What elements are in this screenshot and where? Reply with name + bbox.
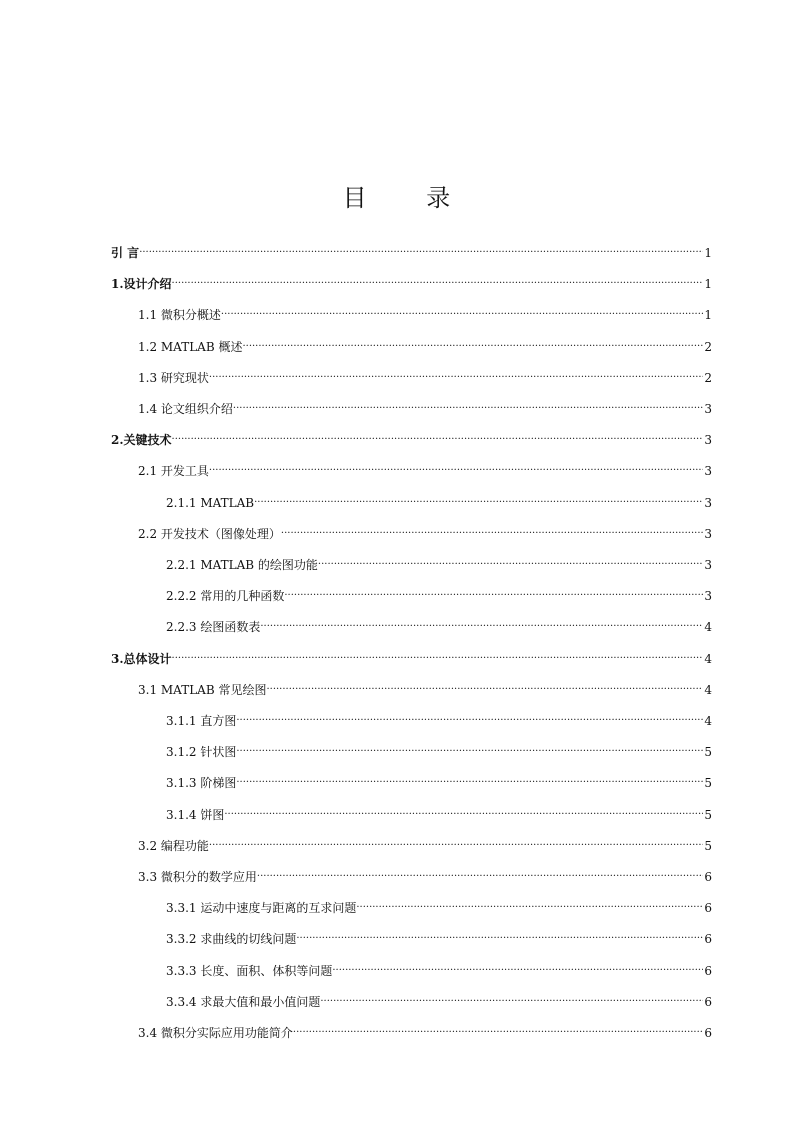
toc-entry-label: 3.2 编程功能	[138, 839, 209, 853]
toc-entry-label: 1.3 研究现状	[138, 371, 209, 385]
toc-entry-page-number: 6	[704, 932, 712, 946]
toc-leader-dots	[172, 433, 704, 447]
toc-entry[interactable]	[111, 646, 712, 666]
toc-entry-page-number: 6	[704, 870, 712, 884]
toc-entry-label: 3.3 微积分的数学应用	[138, 870, 257, 884]
toc-entry-page-number: 4	[704, 620, 712, 634]
toc-entry-page-number: 5	[704, 839, 712, 853]
toc-entry-label: 1.2 MATLAB 概述	[138, 340, 243, 354]
toc-leader-dots	[242, 340, 703, 354]
toc-entry[interactable]	[166, 989, 712, 1009]
toc-entry-page-number: 2	[704, 340, 712, 354]
toc-entry-page-number: 3	[704, 402, 712, 416]
toc-entry-page-number: 5	[704, 808, 712, 822]
toc-entry-page-number: 6	[704, 995, 712, 1009]
toc-entry-label: 2.关键技术	[111, 433, 172, 447]
toc-entry-label: 2.2.1 MATLAB 的绘图功能	[166, 558, 318, 572]
toc-entry-label: 3.1.2 针状图	[166, 745, 237, 759]
toc-leader-dots	[266, 683, 703, 697]
toc-entry-label: 2.1 开发工具	[138, 464, 209, 478]
toc-entry-page-number: 4	[704, 683, 712, 697]
toc-entry[interactable]	[166, 895, 712, 915]
toc-entry-page-number: 5	[704, 745, 712, 759]
toc-entry[interactable]	[166, 739, 712, 759]
toc-entry[interactable]	[111, 271, 712, 291]
toc-entry-label: 2.2.2 常用的几种函数	[166, 589, 285, 603]
toc-entry-page-number: 3	[704, 589, 712, 603]
toc-entry-label: 3.总体设计	[111, 652, 172, 666]
toc-entry-page-number: 6	[704, 964, 712, 978]
toc-leader-dots	[356, 901, 703, 915]
toc-entry-label: 3.1.4 饼图	[166, 808, 225, 822]
toc-entry[interactable]	[166, 770, 712, 790]
toc-leader-dots	[233, 402, 703, 416]
toc-entry-page-number: 2	[704, 371, 712, 385]
toc-entry-label: 3.3.1 运动中速度与距离的互求问题	[166, 901, 357, 915]
toc-leader-dots	[221, 308, 703, 322]
toc-leader-dots	[318, 558, 703, 572]
toc-entry-label: 1.设计介绍	[111, 277, 172, 291]
toc-entry[interactable]	[138, 677, 712, 697]
toc-entry[interactable]	[166, 552, 712, 572]
toc-entry-label: 3.1.3 阶梯图	[166, 776, 237, 790]
toc-entry-page-number: 3	[704, 496, 712, 510]
toc-entry-page-number: 6	[704, 901, 712, 915]
toc-entry[interactable]	[166, 490, 712, 510]
toc-leader-dots	[139, 246, 703, 260]
toc-entry[interactable]	[166, 583, 712, 603]
toc-leader-dots	[296, 932, 703, 946]
toc-entry-label: 3.4 微积分实际应用功能简介	[138, 1026, 293, 1040]
toc-entry[interactable]	[166, 926, 712, 946]
toc-entry[interactable]	[138, 521, 712, 541]
toc-leader-dots	[236, 714, 703, 728]
toc-entry-label: 2.2 开发技术（图像处理）	[138, 527, 281, 541]
page-title: 目 录	[342, 184, 477, 212]
toc-leader-dots	[236, 745, 703, 759]
toc-entry-page-number: 3	[704, 527, 712, 541]
toc-entry-label: 3.3.3 长度、面积、体积等问题	[166, 964, 333, 978]
toc-entry[interactable]	[166, 802, 712, 822]
toc-leader-dots	[320, 995, 703, 1009]
toc-entry-label: 3.1 MATLAB 常见绘图	[138, 683, 267, 697]
toc-entry-label: 3.1.1 直方图	[166, 714, 237, 728]
toc-entry[interactable]	[138, 1020, 712, 1040]
toc-entry[interactable]	[138, 458, 712, 478]
toc-entry-page-number: 1	[704, 308, 712, 322]
toc-entry[interactable]	[166, 614, 712, 634]
toc-entry[interactable]	[138, 396, 712, 416]
toc-entry[interactable]	[138, 334, 712, 354]
toc-entry[interactable]	[166, 958, 712, 978]
toc-entry-page-number: 3	[704, 433, 712, 447]
toc-leader-dots	[209, 839, 703, 853]
toc-entry[interactable]	[111, 427, 712, 447]
toc-entry-page-number: 3	[704, 558, 712, 572]
toc-entry-label: 3.3.2 求曲线的切线问题	[166, 932, 297, 946]
toc-entry-label: 2.2.3 绘图函数表	[166, 620, 261, 634]
toc-entry-page-number: 1	[704, 277, 712, 291]
toc-leader-dots	[260, 620, 703, 634]
toc-entry[interactable]	[138, 833, 712, 853]
toc-entry[interactable]	[138, 365, 712, 385]
toc-entry-label: 3.3.4 求最大值和最小值问题	[166, 995, 321, 1009]
toc-entry-page-number: 4	[704, 652, 712, 666]
toc-entry-page-number: 3	[704, 464, 712, 478]
toc-leader-dots	[332, 964, 703, 978]
toc-leader-dots	[209, 371, 703, 385]
toc-entry-label: 引 言	[111, 246, 140, 260]
toc-entry[interactable]	[111, 240, 712, 260]
toc-leader-dots	[257, 870, 703, 884]
toc-leader-dots	[254, 496, 703, 510]
toc-leader-dots	[293, 1026, 703, 1040]
toc-entry-page-number: 1	[704, 246, 712, 260]
toc-leader-dots	[209, 464, 703, 478]
toc-entry-page-number: 6	[704, 1026, 712, 1040]
toc-entry[interactable]	[138, 864, 712, 884]
toc-entry[interactable]	[138, 302, 712, 322]
toc-entry-label: 2.1.1 MATLAB	[166, 496, 255, 510]
toc-entry-page-number: 5	[704, 776, 712, 790]
toc-leader-dots	[236, 776, 703, 790]
toc-entry-label: 1.4 论文组织介绍	[138, 402, 233, 416]
toc-leader-dots	[224, 808, 703, 822]
toc-leader-dots	[284, 589, 703, 603]
toc-entry[interactable]	[166, 708, 712, 728]
toc-leader-dots	[172, 652, 704, 666]
toc-leader-dots	[172, 277, 704, 291]
toc-entry-label: 1.1 微积分概述	[138, 308, 221, 322]
toc-leader-dots	[281, 527, 703, 541]
toc-entry-page-number: 4	[704, 714, 712, 728]
